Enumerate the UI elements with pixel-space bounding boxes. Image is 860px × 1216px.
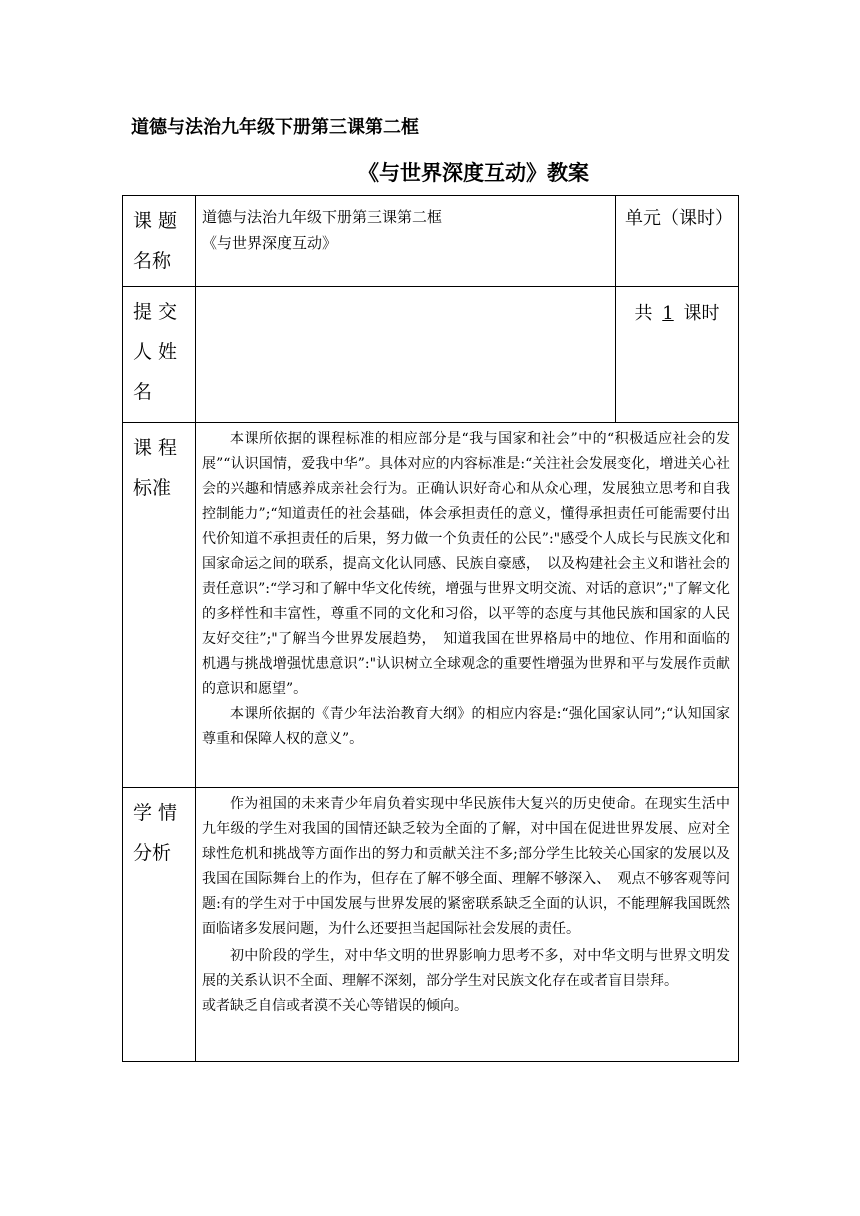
page-subtitle: 《与世界深度互动》教案 — [358, 161, 589, 185]
course-name-cell — [196, 196, 616, 287]
label-text: 人 姓 — [133, 341, 178, 363]
label-text: 标准 — [133, 477, 172, 499]
page-title: 道德与法治九年级下册第三课第二框 — [131, 117, 419, 138]
label-text: 名称 — [133, 250, 172, 272]
label-text: 名 — [133, 381, 153, 403]
curriculum-paragraph: 本课所依据的课程标准的相应部分是“我与国家和社会”中的“积极适应社会的发展”“认识国情，爱我中华”。具体对应的内容标准是:“关注社会发展变化，增进关心社会的兴趣和情感养成亲社会行为。正确认识好奇心和从众心理，发展独立思考和自我控制能力”;“知道责任的社会基础，体会承担责任的意义，懂得承担责任可能需要付出代价知道不承担责任的后果，努力做一个负责任的公民”:"感受个人成长与民族文化和国家命运之间的联系，提高文化认同感、民族自豪感， 以及构建社会主义和谐社会的责任意识”:“学习和了解中华文化传统，增强与世界文明交流、对话的意识”;"了解文化的多样性和丰富性，尊重不同的文化和习俗，以平等的态度与其他民族和国家的人民友好交往”;"了解当今世界发展趋势， 知道我国在世界格局中的地位、作用和面临的机遇与挑战增强忧患意识”:"认识树立全球观念的重要性增强为世界和平与发展作贡献的意识和愿望”。 — [202, 431, 730, 697]
analysis-paragraph: 作为祖国的未来青少年肩负着实现中华民族伟大复兴的历史使命。在现实生活中九年级的学生对我国的国情还缺乏较为全面的了解，对中国在促进世界发展、应对全球性危机和挑战等方面作出的努力和贡献关注不多;部分学生比较关心国家的发展以及我国在国际舞台上的作为，但存在了解不够全面、理解不够深入、 观点不够客观等问题:有的学生对于中国发展与世界发展的紧密联系缺乏全面的认识，不能理解我国既然面临诸多发展问题，为什么还要担当起国际社会发展的责任。 — [202, 796, 730, 937]
submitter-name-cell — [196, 287, 616, 423]
label-curriculum-standard — [123, 423, 196, 788]
label-text: 分析 — [133, 842, 172, 864]
label-text: 课 题 — [133, 210, 178, 232]
lesson-count-prefix: 共 — [634, 303, 653, 324]
label-text: 学 情 — [133, 802, 178, 824]
table-row-curriculum-standard — [123, 423, 739, 788]
label-text: 提 交 — [133, 301, 178, 323]
lesson-count-cell — [616, 287, 739, 423]
table-row-student-analysis — [123, 788, 739, 1062]
label-student-analysis — [123, 788, 196, 1062]
label-submitter — [123, 287, 196, 423]
lesson-count-suffix: 课时 — [683, 303, 720, 324]
analysis-paragraph: 初中阶段的学生，对中华文明的世界影响力思考不多，对中华文明与世界文明发展的关系认识不全面、理解不深刻，部分学生对民族文化存在或者盲目崇拜。 — [202, 948, 730, 989]
analysis-paragraph: 或者缺乏自信或者漠不关心等错误的倾向。 — [202, 998, 468, 1014]
table-row-submitter — [123, 287, 739, 423]
course-name-line: 《与世界深度互动》 — [202, 234, 338, 252]
unit-cell — [616, 196, 739, 287]
lesson-count-value: 1 — [662, 303, 674, 324]
curriculum-standard-cell — [196, 423, 739, 788]
label-text: 课 程 — [133, 437, 178, 459]
unit-label: 单元（课时） — [625, 208, 733, 229]
table-row-course-name — [123, 196, 739, 287]
course-name-line: 道德与法治九年级下册第三课第二框 — [202, 208, 443, 226]
student-analysis-cell — [196, 788, 739, 1062]
curriculum-paragraph: 本课所依据的《青少年法治教育大纲》的相应内容是:“强化国家认同”;“认知国家尊重和保障人权的意义”。 — [202, 706, 730, 747]
lesson-plan-table — [122, 195, 739, 1062]
label-course-name — [123, 196, 196, 287]
